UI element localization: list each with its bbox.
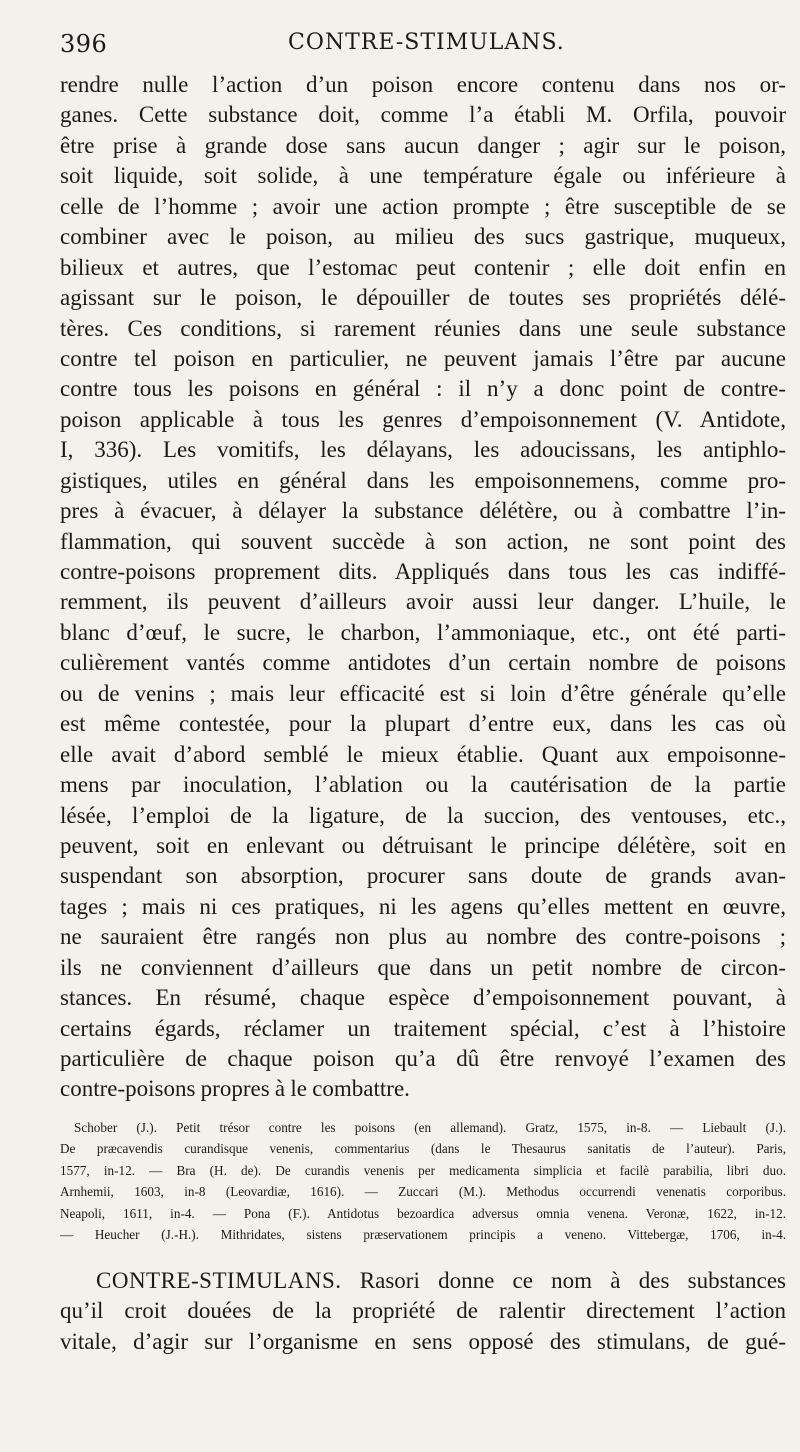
text-line: ou de venins ; mais leur efficacité est si loin d’être générale qu’elle [60,680,786,706]
footnote-line: Neapoli, 1611, in-4. — Pona (F.). Antidotus bezoardica adversus omnia venena. Veronæ, 1622, in-12. [60,1205,786,1221]
entry-headword: CONTRE-STIMULANS. [96,1267,342,1293]
text-line: mens par inoculation, l’ablation ou la cautérisation de la partie [60,772,786,798]
text-line: contre tel poison en particulier, ne peuvent jamais l’être par aucune [60,345,786,371]
entry-first-line-text: Rasori donne ce nom à des substances [359,1267,787,1293]
text-line: ils ne conviennent d’ailleurs que dans un petit nombre de circon- [60,954,786,980]
text-line: pres à évacuer, à délayer la substance délétère, ou à combattre l’in- [60,498,786,524]
footnote-line: Schober (J.). Petit trésor contre les poisons (en allemand). Gratz, 1575, in-8. — Liebault (J.). [74,1119,786,1135]
text-line: elle avait d’abord semblé le mieux établie. Quant aux empoisonne- [60,741,786,767]
text-line: combiner avec le poison, au milieu des sucs gastrique, muqueux, [60,224,786,250]
text-line: est même contestée, pour la plupart d’entre eux, dans les cas où [60,711,786,737]
text-line: gistiques, utiles en général dans les empoisonnemens, comme pro- [60,467,786,493]
body-text [60,70,786,1105]
text-line: ganes. Cette substance doit, comme l’a établi M. Orfila, pouvoir [60,102,786,128]
running-head [60,30,786,70]
text-line: particulière de chaque poison qu’a dû être renvoyé l’examen des [60,1046,786,1071]
footnote-line: Arnhemii, 1603, in-8 (Leovardiæ, 1616). — Zuccari (M.). Methodus occurrendi venenatis corporibus. [60,1184,786,1200]
text-line: flammation, qui souvent succède à son action, ne sont point des [60,528,786,554]
text-line: poison applicable à tous les genres d’empoisonnement (V. Antidote, [60,406,786,432]
text-line: remment, ils peuvent d’ailleurs avoir aussi leur danger. L’huile, le [60,589,786,615]
text-line: contre-poisons propres à le combattre. [60,1076,410,1102]
text-line: tages ; mais ni ces pratiques, ni les agens qu’elles mettent en œuvre, [60,893,786,919]
footnote-line: De præcavendis curandisque venenis, commentarius (dans le Thesaurus sanitatis de l’auteur). Paris, [60,1141,786,1157]
text-line: rendre nulle l’action d’un poison encore contenu dans nos or- [60,72,786,97]
text-line: ne sauraient être rangés non plus au nombre des contre-poisons ; [60,924,786,950]
text-line: peuvent, soit en enlevant ou détruisant le principe délétère, soit en [60,832,786,858]
text-line: culièrement vantés comme antidotes d’un certain nombre de poisons [60,650,786,676]
text-line: celle de l’homme ; avoir une action prompte ; être susceptible de se [60,193,786,219]
text-line: vitale, d’agir sur l’organisme en sens opposé des stimulans, de gué- [60,1328,786,1354]
footnote-line: — Heucher (J.-H.). Mithridates, sistens præservationem principis a veneno. Vittebergæ, 1706, in-4. [60,1227,786,1243]
text-line: I, 336). Les vomitifs, les délayans, les adoucissans, les antiphlo- [60,437,786,463]
running-title: CONTRE-STIMULANS. [288,30,565,55]
next-entry-first-line [60,1266,786,1297]
footnote-line: 1577, in-12. — Bra (H. de). De curandis venenis per medicamenta simplicia et facilè parabilia, libri duo. [60,1162,786,1178]
text-line: soit liquide, soit solide, à une température égale ou inférieure à [60,163,786,189]
next-entry-lines [60,1296,786,1357]
text-line: suspendant son absorption, procurer sans doute de grands avan- [60,863,786,889]
text-line: bilieux et autres, que l’estomac peut contenir ; elle doit enfin en [60,254,786,280]
text-line: qu’il croit douées de la propriété de ralentir directement l’action [60,1298,786,1324]
next-entry [60,1266,786,1358]
text-line: être prise à grande dose sans aucun danger ; agir sur le poison, [60,132,786,158]
page-number: 396 [60,30,108,58]
text-line: blanc d’œuf, le sucre, le charbon, l’ammoniaque, etc., ont été parti- [60,619,786,645]
text-line: tères. Ces conditions, si rarement réunies dans une seule substance [60,315,786,341]
text-line: certains égards, réclamer un traitement spécial, c’est à l’histoire [60,1015,786,1041]
text-line: lésée, l’emploi de la ligature, de la succion, des ventouses, etc., [60,802,786,828]
text-line: agissant sur le poison, le dépouiller de toutes ses propriétés délé- [60,285,786,311]
text-line: contre-poisons proprement dits. Appliqués dans tous les cas indiffé- [60,559,786,584]
bibliography-notes [60,1117,786,1246]
text-line: stances. En résumé, chaque espèce d’empoisonnement pouvant, à [60,985,786,1011]
text-line: contre tous les poisons en général : il n’y a donc point de contre- [60,376,786,402]
